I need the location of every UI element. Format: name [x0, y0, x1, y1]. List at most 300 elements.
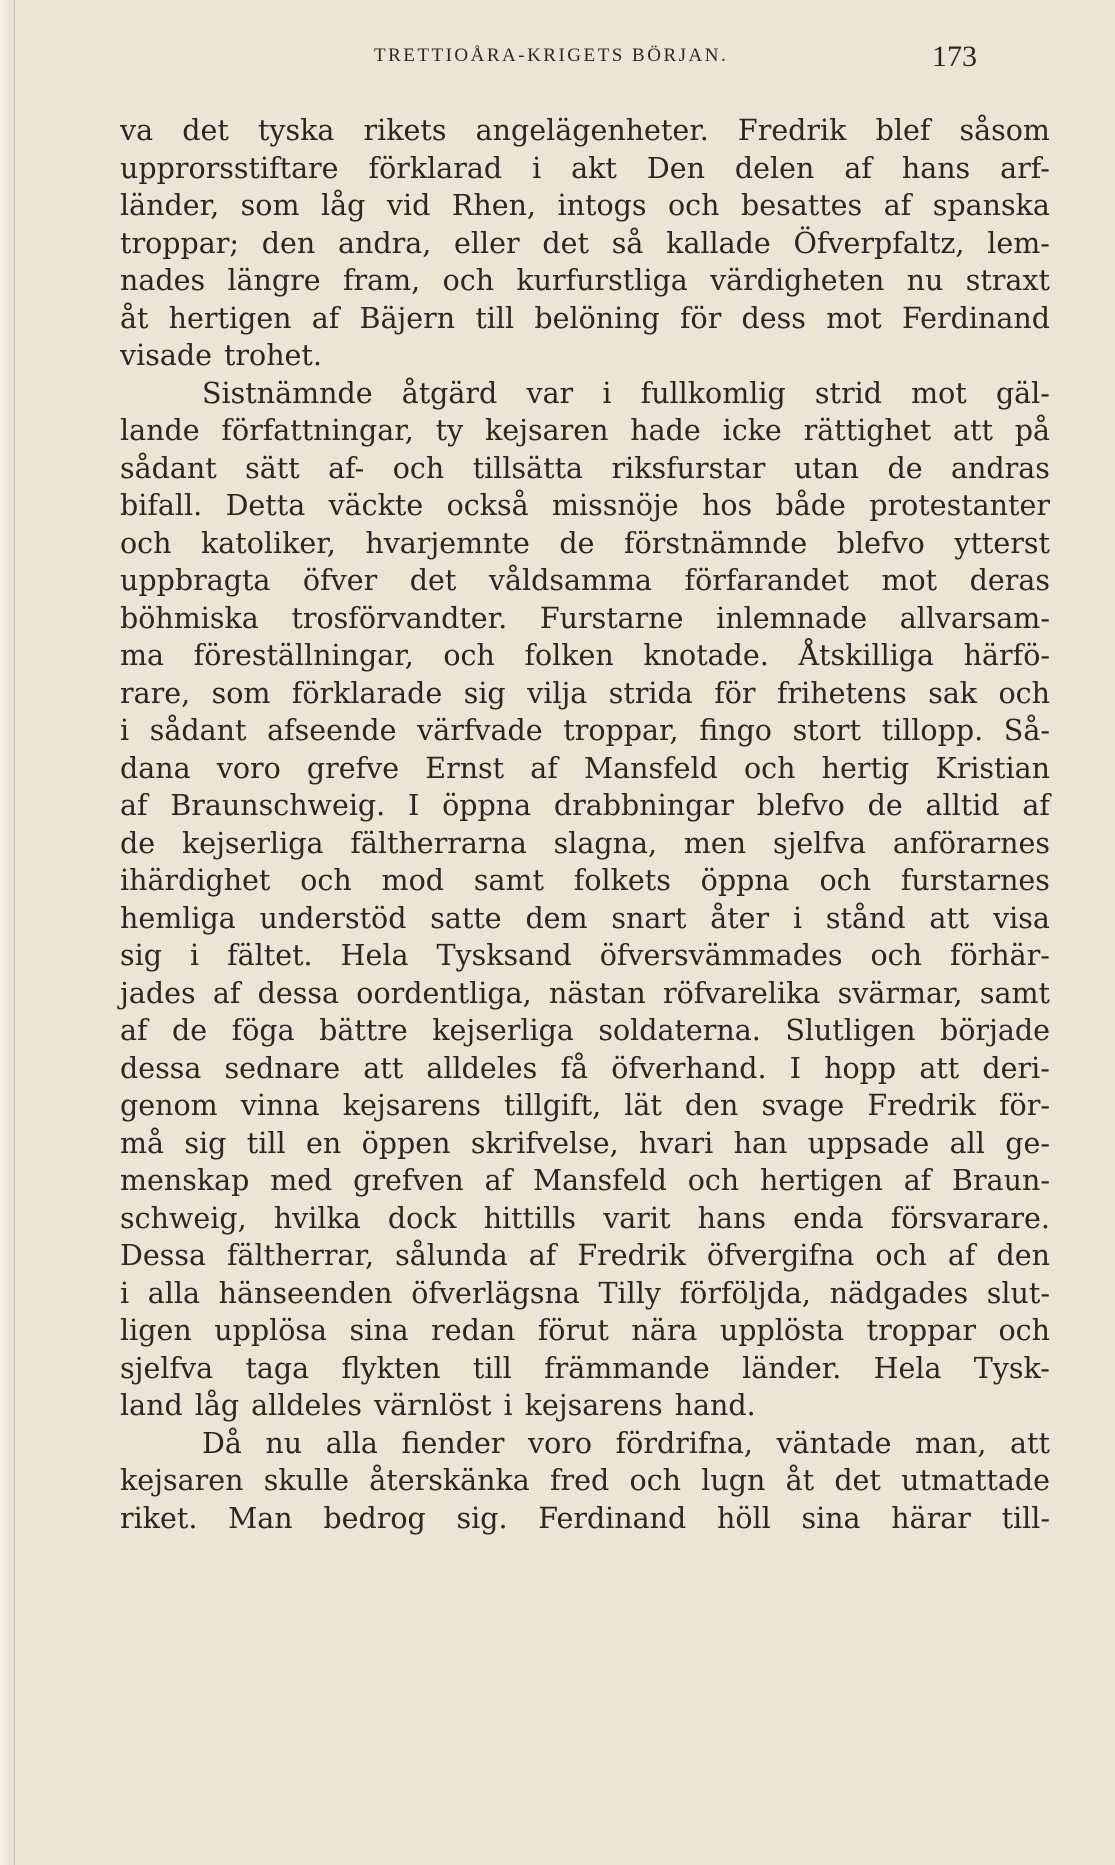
word: Öfverpfaltz, [793, 226, 965, 260]
word: att [363, 1051, 404, 1085]
word: hopp [824, 1051, 897, 1085]
word: sig. [456, 1501, 508, 1535]
word: grefve [306, 751, 400, 785]
word: det [834, 1464, 881, 1497]
word: nära [631, 1314, 698, 1347]
word: och [300, 864, 352, 897]
word: förföljda, [679, 1276, 811, 1310]
word: höll [716, 1501, 771, 1535]
word: och [442, 264, 495, 297]
word: öfvergifna [706, 1239, 855, 1272]
word: den [261, 226, 316, 260]
word: längre [227, 264, 321, 297]
word: och [687, 1164, 740, 1197]
word: och [998, 676, 1050, 710]
word: ytterst [954, 526, 1050, 560]
word: allvarsam- [899, 601, 1050, 635]
word: en [305, 1126, 342, 1160]
word: enda [793, 1201, 864, 1235]
word: och [392, 451, 445, 485]
word: fördrifna, [615, 1426, 753, 1460]
word: Så- [1003, 714, 1050, 747]
word: hvarjemnte [365, 526, 530, 560]
word: voro [528, 1426, 593, 1460]
word: började [939, 1014, 1050, 1047]
word: upplösta [719, 1314, 845, 1347]
word: rikets [363, 114, 447, 147]
word: dess [741, 301, 806, 335]
text-line [120, 1012, 1050, 1050]
word: sig [463, 676, 506, 710]
word: troppar; [120, 226, 239, 260]
word: till [246, 1126, 286, 1160]
word: sätt [245, 451, 300, 485]
word: Ernst [425, 751, 505, 785]
word: I [408, 789, 420, 822]
word: må [120, 1126, 165, 1160]
word: det [409, 564, 457, 597]
word: i [190, 939, 200, 972]
word: författningar, [221, 414, 414, 447]
word: af [903, 1164, 932, 1197]
word: Kristian [935, 751, 1050, 785]
word: nädgades [829, 1276, 969, 1310]
word: Fredrik [867, 1089, 976, 1122]
word: tillsätta [472, 451, 584, 485]
word: oordentliga, [356, 976, 532, 1010]
word: förut [537, 1314, 609, 1347]
word: sina [801, 1501, 861, 1535]
text-line [120, 1125, 1050, 1163]
word: på [1014, 414, 1050, 447]
text-line [120, 1462, 1050, 1500]
word: länder. [742, 1351, 842, 1385]
word: I [789, 1051, 801, 1085]
word: genom [120, 1089, 218, 1122]
word: åter [710, 901, 770, 935]
word: strida [608, 676, 693, 710]
word: uppsade [807, 1126, 930, 1160]
word: belöning [534, 301, 660, 335]
word: de [559, 526, 595, 560]
word: böhmiska [120, 601, 259, 635]
word: hans [901, 151, 971, 185]
word: Rhen, [451, 189, 536, 222]
word: värnlöst [374, 1389, 492, 1422]
word: såsom [959, 114, 1050, 147]
word: hade [630, 414, 701, 447]
word: gäl- [995, 376, 1050, 410]
word: sjelfva [120, 1351, 214, 1385]
word: af [528, 1239, 557, 1272]
word: kejsarens [342, 1089, 481, 1122]
word: försvarare. [890, 1201, 1050, 1235]
text-line [120, 825, 1050, 863]
word: ligen [120, 1314, 192, 1347]
word: i [602, 376, 612, 410]
word: mot [826, 301, 882, 335]
word: bifall. [120, 489, 203, 522]
text-line [120, 487, 1050, 525]
word: sålunda [395, 1239, 508, 1272]
word: inlemnade [716, 601, 868, 635]
word: katoliker, [201, 526, 336, 560]
word: åt [120, 301, 149, 335]
text-line [120, 187, 1050, 225]
word: och [870, 939, 922, 972]
text-line [120, 1387, 1050, 1425]
word: af [484, 1164, 513, 1197]
text-line [120, 412, 1050, 450]
word: hvilka [273, 1201, 361, 1235]
word: samt [979, 976, 1050, 1010]
text-line [120, 450, 1050, 488]
word: att [919, 1051, 960, 1085]
word: de [120, 826, 156, 860]
word: låg [194, 1389, 240, 1422]
word: ma [120, 639, 165, 672]
word: öppen [361, 1126, 451, 1160]
text-line [120, 1050, 1050, 1088]
text-line [120, 300, 1050, 338]
text-line [120, 375, 1050, 413]
word: utan [793, 451, 859, 485]
text-line [120, 1312, 1050, 1350]
word: mot [881, 564, 938, 597]
word: sjelfva [772, 826, 867, 860]
word: alla [147, 1276, 200, 1310]
text-line [120, 225, 1050, 263]
word: fullkomlig [640, 376, 786, 410]
word: ge- [1005, 1126, 1050, 1160]
word: till- [1001, 1501, 1050, 1535]
word: fältherrar, [226, 1239, 375, 1272]
word: det [542, 226, 589, 260]
word: hittills [483, 1201, 577, 1235]
word: tillopp. [881, 714, 984, 747]
body-text [120, 112, 1050, 1537]
word: och [998, 1314, 1050, 1347]
word: för [680, 301, 722, 335]
word: frihetens [776, 676, 907, 710]
word: till [472, 1351, 512, 1385]
text-line [120, 975, 1050, 1013]
word: Tysksand [436, 939, 572, 972]
word: dana [120, 751, 191, 785]
word: som [240, 189, 300, 222]
word: delen [734, 151, 815, 185]
word: arf- [1000, 151, 1050, 185]
text-line [120, 150, 1050, 188]
word: eller [454, 226, 520, 260]
word: all [949, 1126, 985, 1160]
word: icke [722, 414, 782, 447]
word: sig [120, 939, 162, 972]
word: hvari [639, 1126, 714, 1160]
word: spanska [932, 189, 1050, 222]
word: snart [611, 901, 687, 935]
text-line [120, 262, 1050, 300]
word: intogs [557, 189, 647, 222]
word: rättighet [803, 414, 932, 447]
word: Mansfeld [583, 751, 718, 785]
word: Den [646, 151, 705, 185]
text-line [120, 787, 1050, 825]
word: ty [435, 414, 464, 447]
word: Hela [873, 1351, 942, 1385]
word: menskap [120, 1164, 250, 1197]
running-head: TRETTIOÅRA-KRIGETS BÖRJAN. [374, 45, 729, 66]
word: förklarade [291, 676, 443, 710]
text-line [120, 525, 1050, 563]
word: men [683, 826, 747, 860]
word: sådant [149, 714, 247, 747]
word: straxt [965, 264, 1050, 297]
word: Furstarne [539, 601, 684, 635]
word: af [311, 301, 340, 335]
word: varit [603, 1201, 671, 1235]
word: både [775, 489, 846, 522]
word: de [867, 789, 903, 822]
page-number: 173 [932, 40, 977, 73]
word: Braun- [952, 1164, 1050, 1197]
word: jades [120, 976, 196, 1010]
word: Då [202, 1426, 242, 1460]
word: väckte [328, 489, 424, 522]
word: dock [387, 1201, 457, 1235]
word: de [887, 451, 923, 485]
word: visa [993, 901, 1050, 935]
word: för- [999, 1089, 1050, 1122]
text-line [120, 900, 1050, 938]
word: föga [231, 1014, 295, 1047]
word: furstarnes [900, 864, 1050, 897]
word: hemliga [120, 901, 236, 935]
word: den [684, 1089, 739, 1122]
word: att [929, 901, 970, 935]
word: nästan [548, 976, 646, 1010]
word: sig [184, 1126, 227, 1160]
word: fram, [342, 264, 421, 297]
word: härfö- [963, 639, 1050, 672]
word: af [120, 1014, 148, 1047]
word: öfver [302, 564, 378, 597]
word: stånd [825, 901, 906, 935]
word: alldeles [426, 1051, 538, 1085]
word: af [947, 1239, 976, 1272]
word: afseende [267, 714, 397, 747]
word: åtgärd [401, 376, 498, 410]
word: förfarandet [684, 564, 849, 597]
word: i [792, 901, 803, 935]
word: i [532, 151, 542, 185]
word: af [120, 789, 148, 822]
word: kurfurstliga [516, 264, 688, 297]
word: tyska [257, 114, 335, 147]
word: lande [120, 414, 200, 447]
word: öppna [700, 864, 790, 897]
word: i [503, 1389, 513, 1422]
word: drabbningar [553, 789, 734, 822]
word: vid [386, 189, 431, 222]
word: det [182, 114, 229, 147]
word: mod [381, 864, 444, 897]
word: kejserliga [432, 1014, 574, 1047]
word: i [120, 714, 130, 747]
word: alldeles [251, 1389, 363, 1422]
word: Ferdinand [901, 301, 1050, 335]
text-line [120, 1087, 1050, 1125]
word: Fredrik [737, 114, 847, 147]
word: skrifvelse, [470, 1126, 619, 1160]
word: vinna [240, 1089, 320, 1122]
word: kejsaren [485, 414, 609, 447]
word: blefvo [836, 526, 925, 560]
word: besattes [741, 189, 863, 222]
word: kallade [666, 226, 771, 260]
word: återskänka [369, 1464, 530, 1497]
word: som [211, 676, 271, 710]
word: främmande [544, 1351, 710, 1385]
word: trosförvandter. [291, 601, 508, 635]
word: mot [911, 376, 967, 410]
word: i [120, 1276, 130, 1310]
word: lät [624, 1089, 662, 1122]
word: röfvarelika [662, 976, 821, 1010]
word: andras [951, 451, 1050, 485]
word: Tilly [598, 1276, 661, 1310]
text-line [120, 600, 1050, 638]
word: öfverhand. [611, 1051, 767, 1085]
text-line [120, 675, 1050, 713]
text-line [120, 637, 1050, 675]
word: fiender [401, 1426, 505, 1460]
word: va [120, 114, 154, 147]
text-line [120, 937, 1050, 975]
text-line [120, 750, 1050, 788]
text-line [120, 1200, 1050, 1238]
word: riksfurstar [611, 451, 766, 485]
word: han [733, 1126, 788, 1160]
word: Detta [225, 489, 306, 522]
word: flykten [341, 1351, 441, 1385]
word: hos [701, 489, 753, 522]
word: härar [891, 1501, 971, 1535]
word: taga [245, 1351, 310, 1385]
word: Tysk- [973, 1351, 1050, 1385]
word: få [560, 1051, 589, 1085]
word: af- [328, 451, 365, 485]
word: att [953, 414, 993, 447]
word: trohet. [223, 339, 322, 372]
word: bättre [319, 1014, 408, 1047]
word: blef [875, 114, 931, 147]
word: missnöje [552, 489, 679, 522]
word: schweig, [120, 1201, 247, 1235]
word: af [844, 151, 872, 185]
word: kejsaren [120, 1464, 244, 1497]
word: förstnämnde [624, 526, 808, 560]
word: svage [761, 1089, 845, 1122]
word: fred [550, 1464, 610, 1497]
word: Ferdinand [538, 1501, 687, 1535]
word: dessa [120, 1051, 202, 1085]
text-line [120, 862, 1050, 900]
word: och [668, 189, 720, 222]
word: nu [265, 1426, 303, 1460]
text-line [120, 712, 1050, 750]
word: förklarad [368, 151, 503, 185]
word: hertigen [759, 1164, 883, 1197]
word: samt [473, 864, 544, 897]
word: vilja [527, 676, 588, 710]
word: sak [928, 676, 978, 710]
word: ihärdighet [120, 864, 271, 897]
word: så [611, 226, 644, 260]
word: alla [325, 1426, 378, 1460]
word: till [475, 301, 515, 335]
word: svärmar, [837, 976, 963, 1010]
word: tillgift, [503, 1089, 602, 1122]
word: af [1022, 789, 1050, 822]
word: uppbragta [120, 564, 271, 597]
word: och [120, 526, 172, 560]
word: förhär- [949, 939, 1050, 972]
word: understöd [259, 901, 407, 935]
word: väntade [776, 1426, 892, 1460]
word: Fredrik [577, 1239, 686, 1272]
word: och [744, 751, 796, 785]
word: Åtskilliga [798, 639, 935, 672]
word: utmattade [901, 1464, 1050, 1497]
word: skulle [263, 1464, 350, 1497]
word: låg [321, 189, 366, 222]
text-line [120, 1500, 1050, 1538]
word: dessa [257, 976, 340, 1010]
word: öfverlägsna [411, 1276, 580, 1310]
word: soldaterna. [598, 1014, 761, 1047]
word: med [270, 1164, 333, 1197]
word: land [120, 1389, 183, 1422]
word: och [443, 639, 495, 672]
word: folken [524, 639, 614, 672]
page-header [0, 40, 1115, 80]
word: också [446, 489, 529, 522]
word: troppar [866, 1314, 976, 1347]
word: slut- [986, 1276, 1050, 1310]
word: fältherrarna [350, 826, 527, 860]
word: Hela [340, 939, 409, 972]
word: Bäjern [359, 301, 456, 335]
word: nades [120, 264, 206, 297]
word: och [819, 864, 871, 897]
word: andra, [337, 226, 432, 260]
word: man, [915, 1426, 987, 1460]
word: deras [969, 564, 1050, 597]
word: knotade. [643, 639, 769, 672]
word: protestanter [869, 489, 1050, 522]
word: stort [792, 714, 861, 747]
word: riket. [120, 1501, 198, 1535]
word: bedrog [323, 1501, 426, 1535]
word: kejserliga [181, 826, 324, 860]
word: angelägenheter. [475, 114, 709, 147]
text-line [120, 1275, 1050, 1313]
text-line [120, 1162, 1050, 1200]
text-line [120, 1350, 1050, 1388]
word: för [714, 676, 756, 710]
word: hertig [821, 751, 910, 785]
